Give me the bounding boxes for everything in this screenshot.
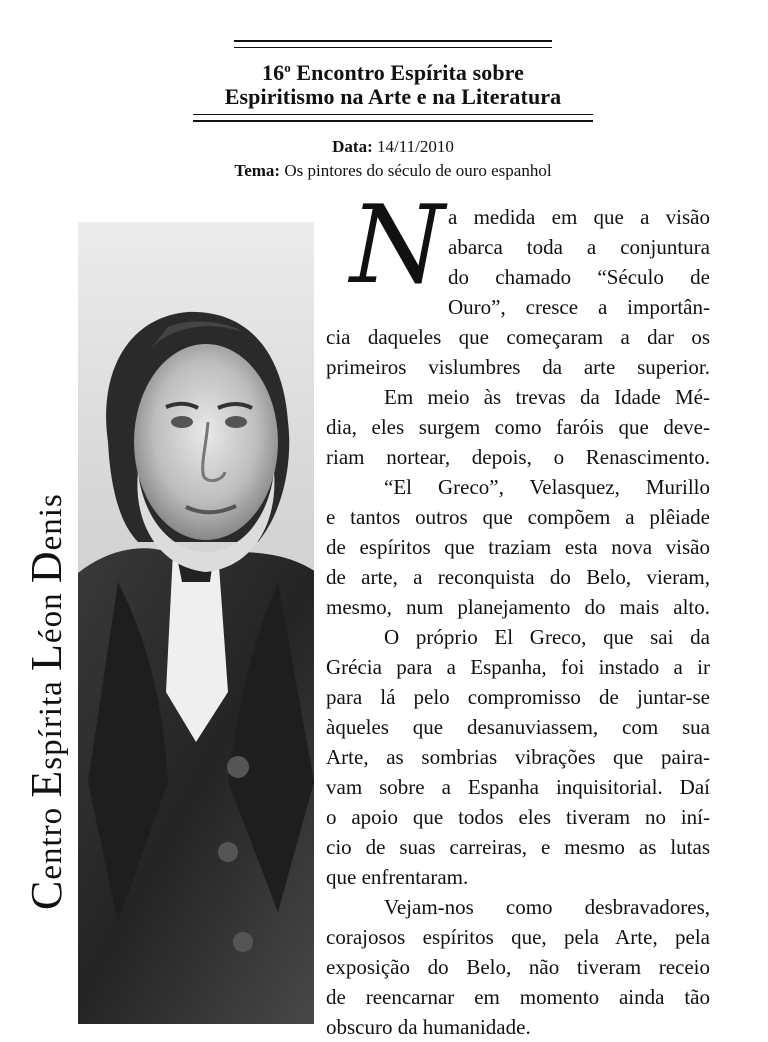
article-line: corajosos espíritos que, pela Arte, pela: [326, 925, 710, 949]
article-line: riam nortear, depois, o Renascimento.: [326, 445, 710, 469]
side-title: Centro Espírita Léon Denis: [22, 493, 71, 910]
article-line: Em meio às trevas da Idade Mé-: [384, 385, 710, 409]
article-line: o apoio que todos eles tiveram no iní-: [326, 805, 710, 829]
event-theme: Tema: Os pintores do século de ouro espanhol: [234, 161, 552, 180]
article-line: obscuro da humanidade.: [326, 1015, 531, 1039]
article-line: para lá pelo compromisso de juntar-se: [326, 685, 710, 709]
article-line: Arte, as sombrias vibrações que paira-: [326, 745, 710, 769]
article-line: que enfrentaram.: [326, 865, 469, 889]
article-line: Vejam-nos como desbravadores,: [384, 895, 710, 919]
article-line: Grécia para a Espanha, foi instado a ir: [326, 655, 710, 679]
article-line: de arte, a reconquista do Belo, vieram,: [326, 565, 710, 589]
article-line: “El Greco”, Velasquez, Murillo: [384, 475, 710, 499]
masthead-top-rule: [234, 40, 552, 48]
event-date: Data: 14/11/2010: [332, 137, 454, 156]
masthead-bottom-rule: [193, 114, 593, 122]
article-dropcap: N: [350, 183, 445, 308]
article-line: primeiros vislumbres da arte superior.: [326, 355, 710, 379]
article-line: O próprio El Greco, que sai da: [384, 625, 710, 649]
article-line: de espíritos que traziam esta nova visão: [326, 535, 710, 559]
article-line: àqueles que desanuviassem, com sua: [326, 715, 710, 739]
article-line: a medida em que a visão: [448, 205, 710, 229]
article-line: do chamado “Século de: [448, 265, 710, 289]
article-line: vam sobre a Espanha inquisitorial. Daí: [326, 775, 710, 799]
article-line: e tantos outros que compõem a plêiade: [326, 505, 710, 529]
article-line: cio de suas carreiras, e mesmo as lutas: [326, 835, 710, 859]
article-line: abarca toda a conjuntura: [448, 235, 710, 259]
article-line: Ouro”, cresce a importân-: [448, 295, 710, 319]
article-line: cia daqueles que começaram a dar os: [326, 325, 710, 349]
article-line: de reencarnar em momento ainda tão: [326, 985, 710, 1009]
portrait-photo-icon: [78, 222, 314, 1024]
event-title: 16$^o$ Encontro Espírita sobre: [261, 60, 525, 85]
article-line: mesmo, num planejamento do mais alto.: [326, 595, 710, 619]
event-subtitle: Espiritismo na Arte e na Literatura: [224, 84, 562, 109]
article-line: exposição do Belo, não tiveram receio: [326, 955, 710, 979]
article-line: dia, eles surgem como faróis que deve-: [326, 415, 710, 439]
